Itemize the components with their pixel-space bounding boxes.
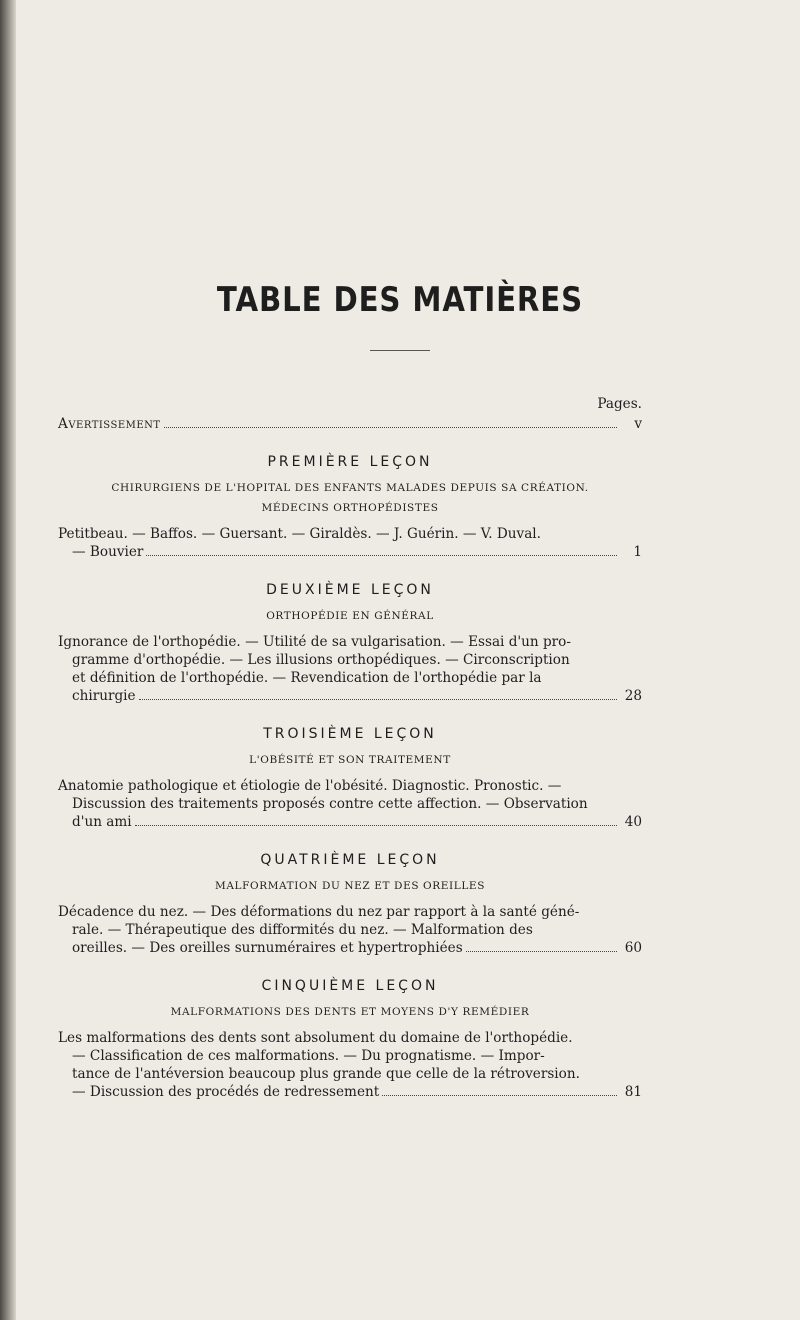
lesson-section-5 xyxy=(58,977,642,1101)
lesson-subtitle: CHIRURGIENS DE L'HOPITAL DES ENFANTS MALADES DEPUIS SA CRÉATION. xyxy=(111,482,589,494)
toc-entry-page: 81 xyxy=(624,1084,642,1100)
entry-line: Les malformations des dents sont absolument du domaine de l'orthopédie. xyxy=(58,1030,573,1046)
lesson-subtitle: MALFORMATIONS DES DENTS ET MOYENS D'Y REMÉDIER xyxy=(170,1006,530,1018)
dot-leader xyxy=(135,825,617,826)
entry-line: Anatomie pathologique et étiologie de l'obésité. Diagnostic. Pronostic. — xyxy=(58,778,562,794)
toc-entry-page: 60 xyxy=(624,940,642,956)
toc-entry-page: 40 xyxy=(624,814,642,830)
entry-line-last: oreilles. — Des oreilles surnuméraires et hypertrophiées xyxy=(72,940,463,956)
toc-entry-avertissement[interactable] xyxy=(58,415,642,433)
entry-line: tance de l'antéversion beaucoup plus grande que celle de la rétroversion. xyxy=(72,1066,580,1082)
lesson-section-1 xyxy=(58,453,642,561)
toc-entry-label: Avertissement xyxy=(58,416,161,432)
dot-leader xyxy=(164,427,617,428)
toc-entry[interactable] xyxy=(58,903,642,957)
toc-entry[interactable] xyxy=(58,525,642,561)
dot-leader xyxy=(466,951,617,952)
dot-leader xyxy=(139,699,617,700)
lesson-heading: CINQUIÈME LEÇON xyxy=(261,978,439,994)
entry-line: Décadence du nez. — Des déformations du nez par rapport à la santé géné- xyxy=(58,904,580,920)
toc-entry-page: 28 xyxy=(624,688,642,704)
lesson-heading: PREMIÈRE LEÇON xyxy=(267,454,433,470)
lesson-heading: TROISIÈME LEÇON xyxy=(263,726,437,742)
lesson-heading: QUATRIÈME LEÇON xyxy=(260,852,440,868)
entry-line: et définition de l'orthopédie. — Revendication de l'orthopédie par la xyxy=(72,670,542,686)
lesson-subtitle: L'OBÉSITÉ ET SON TRAITEMENT xyxy=(249,754,451,766)
toc-entry[interactable] xyxy=(58,633,642,705)
toc-entry-page: 1 xyxy=(633,544,642,560)
lesson-section-3 xyxy=(58,725,642,831)
entry-line-last: chirurgie xyxy=(72,688,136,704)
dot-leader xyxy=(146,555,617,556)
entry-line: Discussion des traitements proposés contre cette affection. — Observation xyxy=(72,796,588,812)
entry-line: Ignorance de l'orthopédie. — Utilité de sa vulgarisation. — Essai d'un pro- xyxy=(58,634,571,650)
lesson-section-4 xyxy=(58,851,642,957)
entry-line: — Classification de ces malformations. — Du prognatisme. — Impor- xyxy=(72,1048,545,1064)
lesson-subtitle: MÉDECINS ORTHOPÉDISTES xyxy=(261,502,439,514)
entry-line-last: — Discussion des procédés de redressement xyxy=(72,1084,380,1100)
pages-column-header: Pages. xyxy=(597,396,642,412)
lesson-subtitle: ORTHOPÉDIE EN GÉNÉRAL xyxy=(266,610,434,622)
book-spine-shadow xyxy=(0,0,16,1320)
toc-entry-page: v xyxy=(634,416,642,432)
table-of-contents xyxy=(58,395,642,1101)
page-title: TABLE DES MATIÈRES xyxy=(216,280,584,320)
entry-line: rale. — Thérapeutique des difformités du nez. — Malformation des xyxy=(72,922,533,938)
entry-line-last: — Bouvier xyxy=(72,544,144,560)
dot-leader xyxy=(382,1095,617,1096)
title-rule xyxy=(370,350,430,351)
lesson-heading: DEUXIÈME LEÇON xyxy=(266,582,434,598)
entry-line: gramme d'orthopédie. — Les illusions orthopédiques. — Circonscription xyxy=(72,652,570,668)
entry-line-last: d'un ami xyxy=(72,814,132,830)
toc-entry[interactable] xyxy=(58,777,642,831)
lesson-section-2 xyxy=(58,581,642,705)
entry-line: Petitbeau. — Baffos. — Guersant. — Giraldès. — J. Guérin. — V. Duval. xyxy=(58,526,541,542)
toc-entry[interactable] xyxy=(58,1029,642,1101)
lesson-subtitle: MALFORMATION DU NEZ ET DES OREILLES xyxy=(215,880,485,892)
